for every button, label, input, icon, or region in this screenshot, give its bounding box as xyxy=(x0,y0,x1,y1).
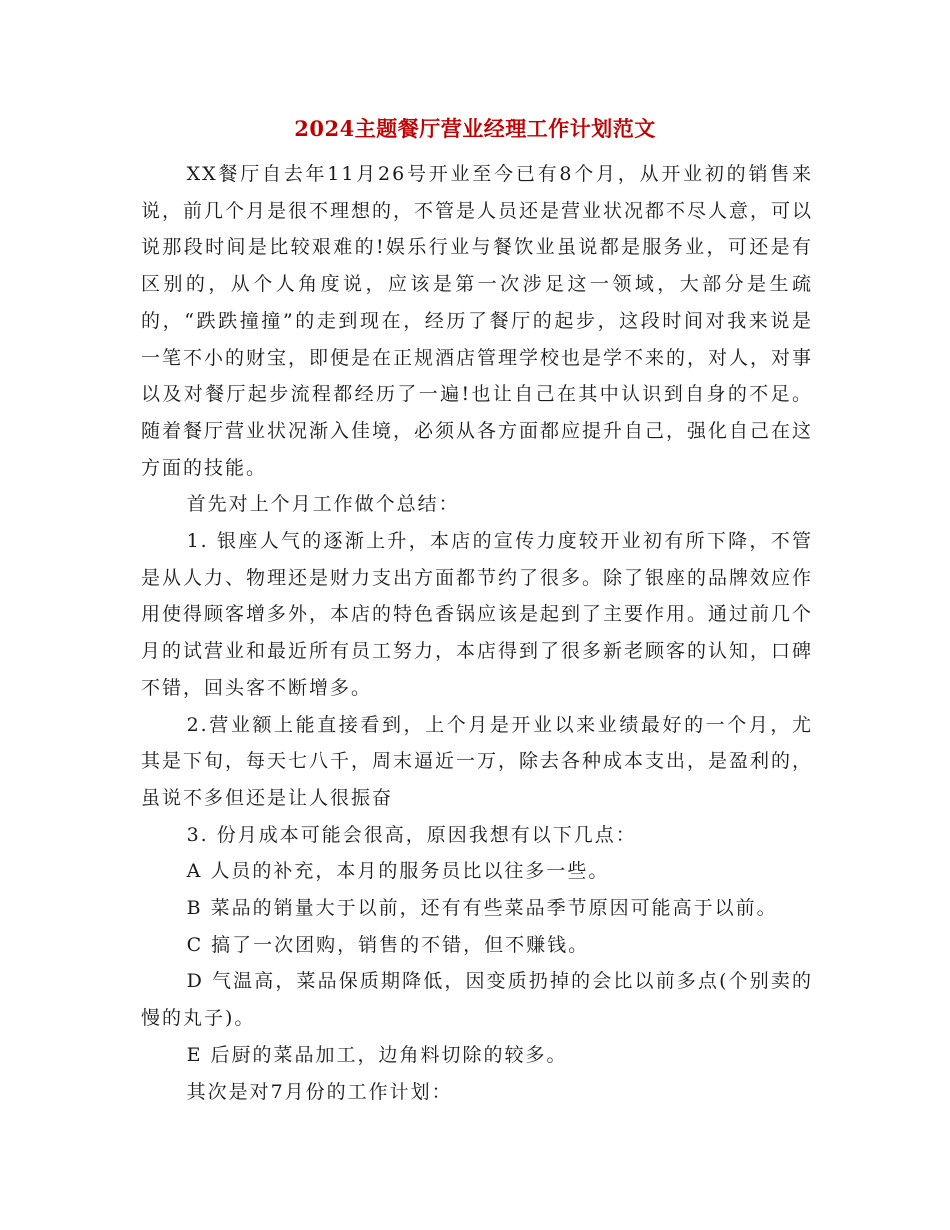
paragraph-item-c: C 搞了一次团购，销售的不错，但不赚钱。 xyxy=(186,933,590,956)
paragraph-item-e: E 后厨的菜品加工，边角料切除的较多。 xyxy=(186,1043,568,1066)
paragraph-item-d: D 气温高，菜品保质期降低，因变质扔掉的会比以前多点(个别卖的慢的丸子)。 xyxy=(141,970,813,1030)
document-body xyxy=(141,156,813,1110)
paragraph-point-1: 1. 银座人气的逐渐上升，本店的宣传力度较开业初有所下降，不管是从人力、物理还是财力支出方面都节约了很多。除了银座的品牌效应作用使得顾客增多外，本店的特色香锅应该是起到了主要作用。通过前几个月的试营业和最近所有员工努力，本店得到了很多新老顾客的认知，口碑不错，回头客不断增多。 xyxy=(141,530,814,699)
paragraph-item-a: A 人员的补充，本月的服务员比以往多一些。 xyxy=(186,860,610,883)
paragraph-point-3: 3. 份月成本可能会很高，原因我想有以下几点： xyxy=(186,823,637,846)
paragraph-intro: XX餐厅自去年11月26号开业至今已有8个月，从开业初的销售来说，前几个月是很不理想的，不管是人员还是营业状况都不尽人意，可以说那段时间是比较艰难的!娱乐行业与餐饮业虽说都是服务业，可还是有区别的，从个人角度说，应该是第一次涉足这一领域，大部分是生疏的，“跌跌撞撞”的走到现在，经历了餐厅的起步，这段时间对我来说是一笔不小的财宝，即便是在正规酒店管理学校也是学不来的，对人，对事以及对餐厅起步流程都经历了一遍!也让自己在其中认识到自身的不足。随着餐厅营业状况渐入佳境，必须从各方面都应提升自己，强化自己在这方面的技能。 xyxy=(141,163,814,479)
document-title: 2024主题餐厅营业经理工作计划范文 xyxy=(294,116,656,141)
paragraph-point-2: 2.营业额上能直接看到，上个月是开业以来业绩最好的一个月，尤其是下旬，每天七八千，周末逼近一万，除去各种成本支出，是盈利的，虽说不多但还是让人很振奋 xyxy=(141,713,814,809)
paragraph-item-b: B 菜品的销量大于以前，还有有些菜品季节原因可能高于以前。 xyxy=(186,897,778,920)
paragraph-plan-heading: 其次是对7月份的工作计划： xyxy=(186,1080,453,1103)
paragraph-summary-heading: 首先对上个月工作做个总结： xyxy=(186,493,460,516)
